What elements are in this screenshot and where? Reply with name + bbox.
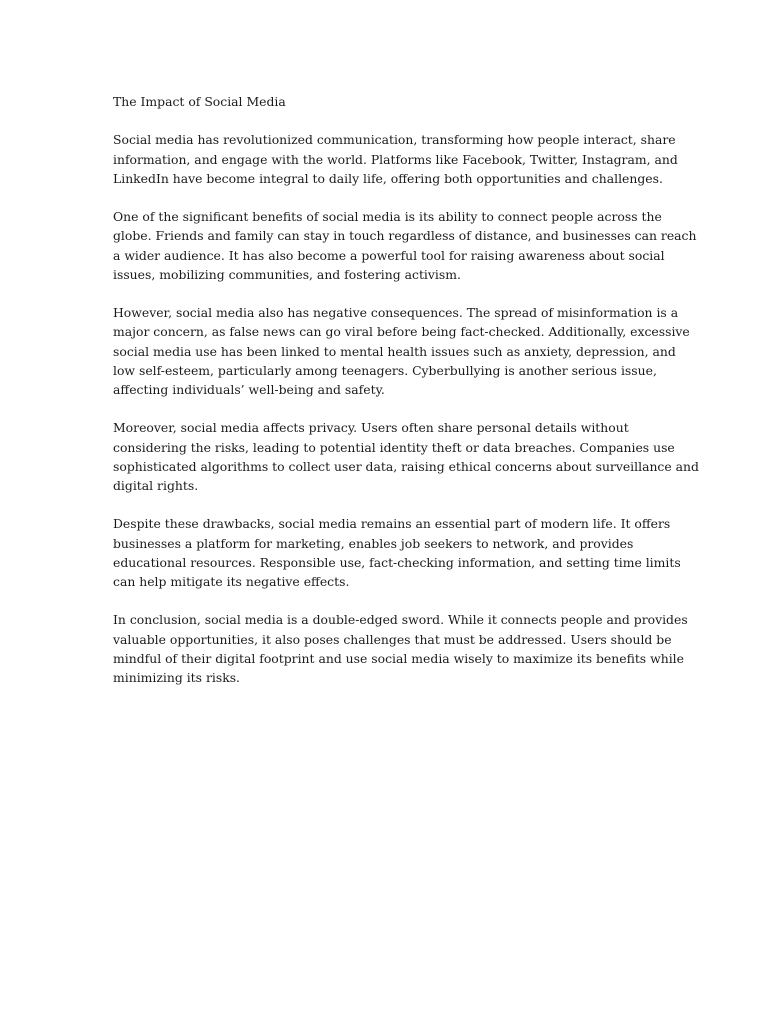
paragraph-conclusion — [113, 610, 688, 687]
text-line: issues, mobilizing communities, and fostering activism. — [113, 266, 461, 282]
text-line: In conclusion, social media is a double-edged sword. While it connects people and provides — [113, 612, 688, 628]
paragraph-benefits — [113, 207, 697, 284]
text-line: businesses a platform for marketing, enables job seekers to network, and provides — [113, 535, 634, 551]
paragraph-intro — [113, 130, 678, 188]
text-line: Despite these drawbacks, social media remains an essential part of modern life. It offers — [113, 516, 671, 532]
text-line: One of the significant benefits of social media is its ability to connect people across the — [113, 209, 662, 225]
text-line: affecting individuals’ well-being and safety. — [113, 382, 385, 397]
text-line: digital rights. — [113, 478, 199, 493]
text-line: considering the risks, leading to potential identity theft or data breaches. Companies use — [113, 439, 675, 455]
paragraph-despite — [113, 514, 681, 591]
text-line: a wider audience. It has also become a powerful tool for raising awareness about social — [113, 247, 665, 263]
text-line: can help mitigate its negative effects. — [113, 574, 350, 589]
text-line: However, social media also has negative consequences. The spread of misinformation is a — [113, 305, 679, 321]
text-line: globe. Friends and family can stay in touch regardless of distance, and businesses can reach — [113, 228, 697, 244]
text-line: sophisticated algorithms to collect user data, raising ethical concerns about surveillance and — [113, 458, 699, 474]
text-line: mindful of their digital footprint and use social media wisely to maximize its benefits while — [113, 650, 684, 666]
paragraph-privacy — [113, 418, 699, 495]
text-line: major concern, as false news can go viral before being fact-checked. Additionally, excessive — [113, 324, 690, 340]
document-body — [113, 92, 699, 706]
text-line: LinkedIn have become integral to daily life, offering both opportunities and challenges. — [113, 170, 663, 186]
paragraph-negatives — [113, 303, 690, 399]
text-line: social media use has been linked to mental health issues such as anxiety, depression, and — [113, 343, 676, 359]
text-line: educational resources. Responsible use, fact-checking information, and setting time limits — [113, 554, 681, 570]
text-line: information, and engage with the world. Platforms like Facebook, Twitter, Instagram, and — [113, 151, 678, 167]
text-line: valuable opportunities, it also poses challenges that must be addressed. Users should be — [113, 631, 672, 647]
text-line: Moreover, social media affects privacy. Users often share personal details without — [113, 420, 629, 436]
text-line: low self-esteem, particularly among teenagers. Cyberbullying is another serious issue, — [113, 362, 657, 378]
text-line: minimizing its risks. — [113, 670, 240, 685]
document-title: The Impact of Social Media — [113, 94, 286, 109]
text-line: Social media has revolutionized communication, transforming how people interact, share — [113, 132, 676, 148]
